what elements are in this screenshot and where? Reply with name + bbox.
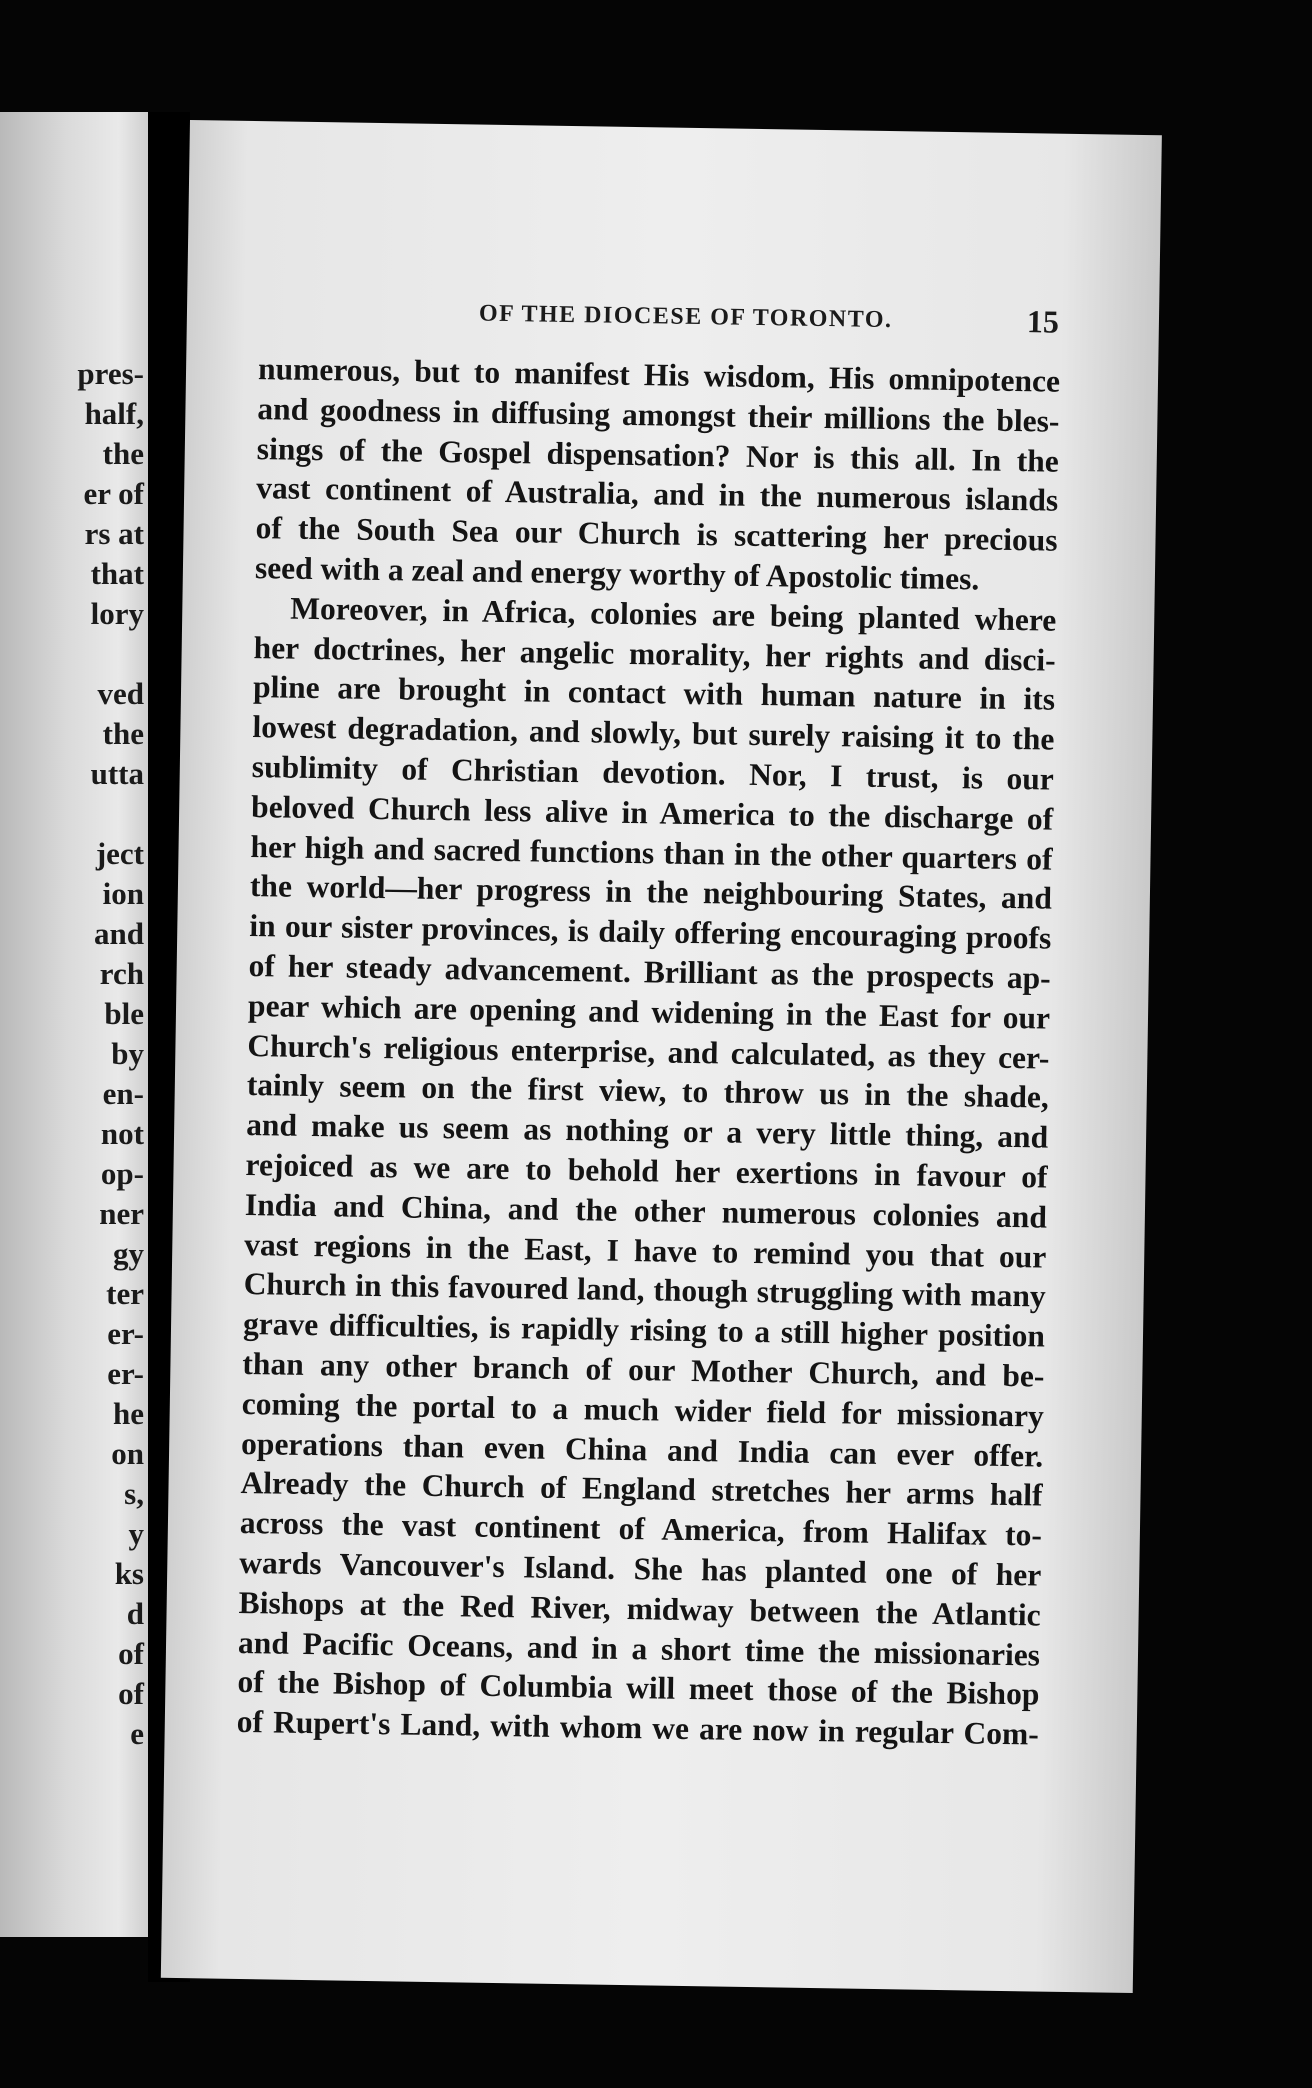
left-page-line: of: [118, 1676, 144, 1711]
text-line: tainly seem on the first view, to throw us in the shade,: [246, 1067, 1050, 1115]
text-line: than any other branch of our Mother Church, and be-: [242, 1345, 1045, 1394]
left-page-line: of: [118, 1636, 144, 1671]
text-line: India and China, and the other numerous colonies and: [244, 1186, 1048, 1235]
text-line: her doctrines, her angelic morality, her rights and disci-: [253, 629, 1056, 678]
left-page-line: he: [113, 1396, 144, 1431]
text-line: grave difficulties, is rapidly rising to a still higher position: [242, 1306, 1046, 1354]
text-line: of the Bishop of Columbia will meet those of the Bishop: [237, 1664, 1040, 1712]
left-page-line: e: [130, 1716, 144, 1751]
text-line: coming the portal to a much wider field for missionary: [241, 1385, 1045, 1434]
text-line: sings of the Gospel dispensation? Nor is this all. In the: [256, 430, 1060, 479]
text-line: lowest degradation, and slowly, but surely raising it to the: [252, 709, 1055, 757]
text-line: Church in this favoured land, though struggling with many: [243, 1266, 1046, 1314]
text-line: pear which are opening and widening in the East for our: [247, 987, 1051, 1036]
left-page-line: lory: [90, 596, 144, 631]
text-line: the world—her progress in the neighbouring States, and: [249, 868, 1053, 916]
left-page-line: ion: [102, 876, 144, 911]
left-page-line: by: [111, 1036, 144, 1071]
text-line: operations than even China and India can ever offer.: [240, 1425, 1044, 1474]
left-page-line: on: [111, 1436, 144, 1471]
left-page-line: half,: [84, 396, 144, 431]
text-line: vast continent of Australia, and in the numerous islands: [255, 470, 1059, 519]
book-page: [161, 120, 1162, 1993]
running-head: OF THE DIOCESE OF TORONTO.: [478, 300, 893, 334]
text-line: seed with a zeal and energy worthy of Apostolic times.: [254, 550, 980, 597]
text-line: sublimity of Christian devotion. Nor, I trust, is our: [251, 749, 1055, 797]
left-page-line: er-: [107, 1356, 144, 1391]
left-page-line: op-: [100, 1156, 144, 1191]
left-page-line: ject: [95, 836, 144, 871]
left-page-line: rch: [99, 956, 144, 991]
left-page-line: er of: [83, 476, 144, 511]
left-page-line: rs at: [84, 516, 144, 551]
left-page-line: y: [128, 1516, 144, 1551]
text-line: Moreover, in Africa, colonies are being planted where: [290, 590, 1057, 638]
text-line: beloved Church less alive in America to the discharge of: [250, 788, 1054, 837]
text-line: across the vast continent of America, from Halifax to-: [239, 1505, 1043, 1553]
left-page-line: ter: [106, 1276, 144, 1311]
text-line: her high and sacred functions than in the other quarters of: [250, 828, 1053, 877]
left-page-line: en-: [102, 1076, 144, 1111]
left-facing-page: [0, 112, 148, 1937]
left-page-line: ved: [97, 676, 144, 711]
left-page-line: gy: [113, 1236, 144, 1271]
left-page-line: d: [126, 1596, 144, 1631]
left-page-line: and: [94, 916, 144, 951]
left-page-line: not: [100, 1116, 144, 1151]
text-line: vast regions in the East, I have to remind you that our: [244, 1226, 1047, 1275]
text-line: Bishops at the Red River, midway between the Atlantic: [238, 1584, 1041, 1633]
text-line: Already the Church of England stretches her arms half: [240, 1465, 1043, 1513]
left-page-line: the: [102, 436, 144, 471]
text-line: and make us seem as nothing or a very little thing, and: [245, 1107, 1049, 1155]
text-line: Church's religious enterprise, and calculated, as they cer-: [247, 1027, 1050, 1076]
left-page-line: [0, 794, 148, 834]
left-page-line: [0, 634, 148, 674]
text-line: rejoiced as we are to behold her exertions in favour of: [245, 1146, 1048, 1195]
left-page-line: the: [102, 716, 144, 751]
left-page-line: s,: [124, 1476, 144, 1511]
left-page-line: ble: [104, 996, 144, 1031]
left-page-line: utta: [90, 756, 144, 791]
left-page-line: ner: [99, 1196, 144, 1231]
page-number: 15: [1026, 303, 1060, 340]
text-line: pline are brought in contact with human nature in its: [252, 669, 1056, 718]
left-page-line: pres-: [77, 356, 144, 391]
left-page-text-fragments: [0, 354, 148, 1754]
left-page-line: that: [90, 556, 144, 591]
text-line: of her steady advancement. Brilliant as the prospects ap-: [248, 947, 1051, 996]
text-line: and Pacific Oceans, and in a short time the missionaries: [237, 1624, 1041, 1673]
text-line: in our sister provinces, is daily offering encouraging proofs: [249, 908, 1052, 956]
text-line: of Rupert's Land, with whom we are now in regular Com-: [236, 1704, 1040, 1752]
left-page-line: er-: [107, 1316, 144, 1351]
text-line: wards Vancouver's Island. She has planted one of her: [239, 1544, 1042, 1593]
left-page-line: ks: [114, 1556, 144, 1591]
body-text: [237, 349, 1061, 1754]
text-line: numerous, but to manifest His wisdom, His omnipotence: [257, 351, 1061, 399]
text-line: and goodness in diffusing amongst their millions the bles-: [257, 390, 1060, 439]
text-line: of the South Sea our Church is scattering her precious: [255, 510, 1058, 558]
